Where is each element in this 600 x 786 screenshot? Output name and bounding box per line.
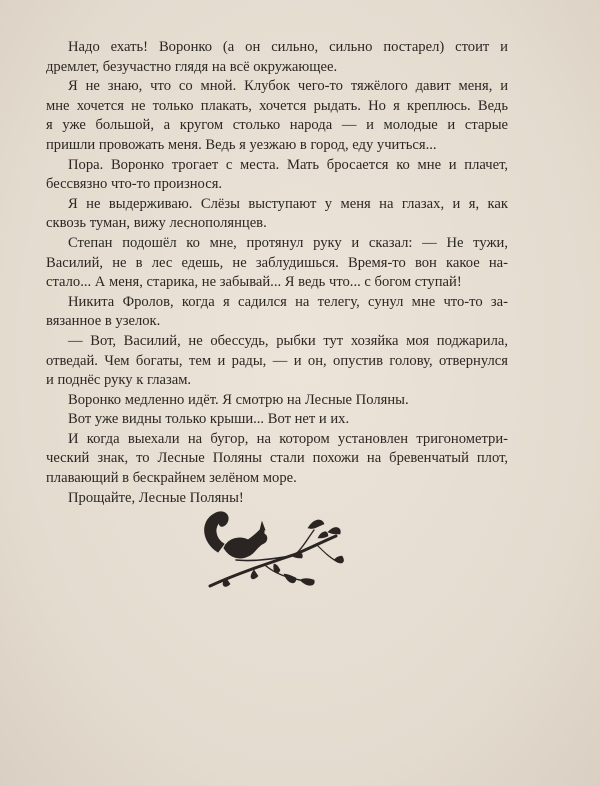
text-line: Я не выдерживаю. Слёзы выступают у меня на глазах, и я, как bbox=[68, 195, 508, 212]
text-line: плавающий в бескрайнем зелёном море. bbox=[46, 470, 297, 487]
paragraph bbox=[46, 38, 508, 77]
text-line: Вот уже видны только крыши... Вот нет и их. bbox=[68, 411, 350, 428]
paragraph bbox=[46, 156, 508, 195]
paragraph bbox=[46, 430, 508, 489]
text-line: сквозь туман, вижу леснополянцев. bbox=[46, 215, 267, 232]
text-line: — Вот, Василий, не обессудь, рыбки тут хозяйка моя поджарила, bbox=[68, 332, 508, 349]
text-line: Воронко медленно идёт. Я смотрю на Лесные Поляны. bbox=[68, 391, 409, 408]
text-line: бессвязно что-то произнося. bbox=[46, 176, 223, 193]
text-line: отведай. Чем богаты, тем и рады, — и он, опустив голову, отвернулся bbox=[46, 352, 508, 369]
text-line: Степан подошёл ко мне, протянул руку и сказал: — Не тужи, bbox=[68, 234, 508, 251]
text-line: И когда выехали на бугор, на котором установлен тригонометри- bbox=[68, 430, 508, 447]
paragraph bbox=[46, 391, 508, 411]
paragraph bbox=[46, 195, 508, 234]
squirrel-on-branch-icon bbox=[196, 508, 346, 598]
text-line: ческий знак, то Лесные Поляны стали похожи на бревенчатый плот, bbox=[46, 450, 508, 467]
paragraph bbox=[46, 489, 508, 509]
text-line: мне хочется не только плакать, хочется рыдать. Но я креплюсь. Ведь bbox=[46, 97, 508, 114]
text-line: Прощайте, Лесные Поляны! bbox=[68, 489, 244, 506]
text-line: Василий, не в лес едешь, не заблудишься. Время-то вон какое на- bbox=[46, 254, 508, 271]
text-line: Надо ехать! Воронко (а он сильно, сильно постарел) стоит и bbox=[68, 39, 508, 55]
text-line: я уже большой, а кругом столько народа — и молодые и старые bbox=[46, 117, 508, 134]
text-line: Никита Фролов, когда я садился на телегу, сунул мне что-то за- bbox=[68, 293, 508, 310]
text-block bbox=[46, 38, 508, 508]
text-line: стало... А меня, старика, не забывай... Я ведь что... с богом ступай! bbox=[46, 274, 462, 291]
paragraph bbox=[46, 293, 508, 332]
paragraph bbox=[46, 410, 508, 430]
paragraph bbox=[46, 234, 508, 293]
text-line: вязанное в узелок. bbox=[46, 313, 161, 330]
text-line: и поднёс руку к глазам. bbox=[46, 372, 192, 389]
text-line: Я не знаю, что со мной. Клубок чего-то тяжёлого давит меня, и bbox=[68, 78, 508, 95]
text-line: пришли провожать меня. Ведь я уезжаю в город, еду учиться... bbox=[46, 136, 437, 153]
text-line: Пора. Воронко трогает с места. Мать бросается ко мне и плачет, bbox=[68, 156, 508, 173]
text-line: дремлет, безучастно глядя на всё окружающее. bbox=[46, 58, 338, 75]
paragraph bbox=[46, 332, 508, 391]
paragraph bbox=[46, 77, 508, 155]
paragraphs bbox=[46, 38, 508, 508]
